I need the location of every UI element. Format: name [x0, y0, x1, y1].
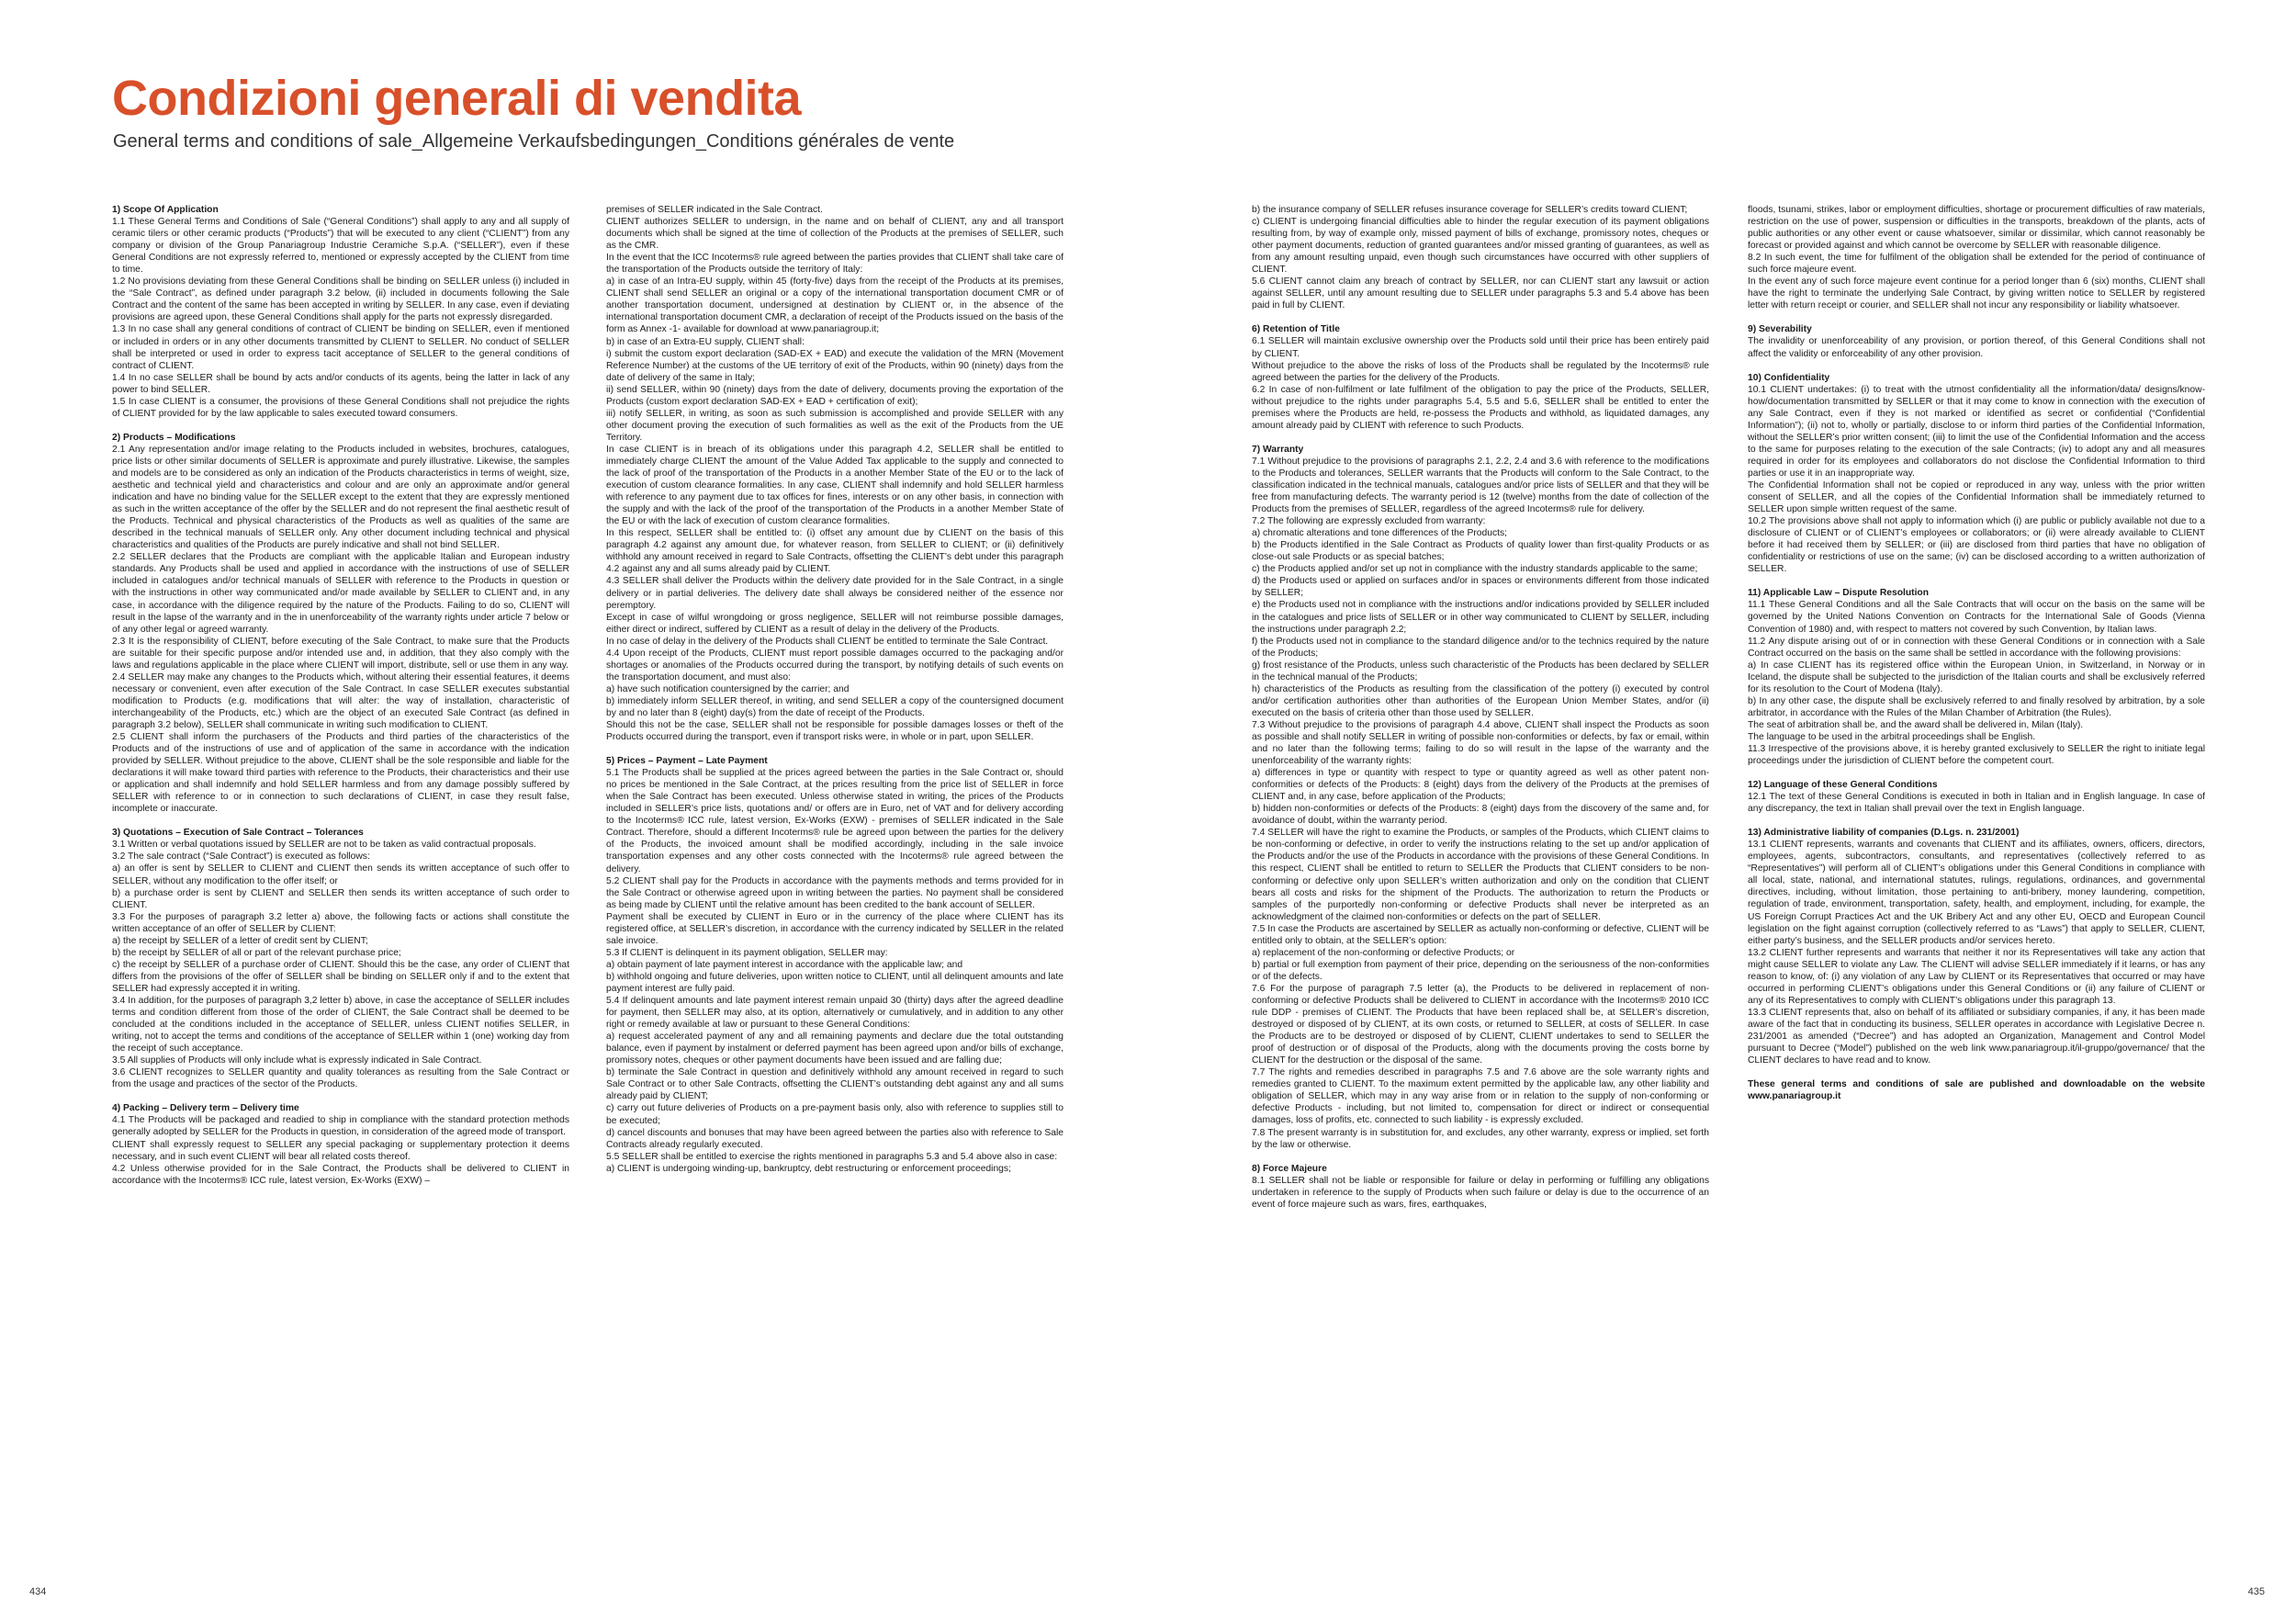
paragraph: 3.2 The sale contract (“Sale Contract”) is executed as follows: — [112, 851, 370, 863]
paragraph: 11.3 Irrespective of the provisions above, it is hereby granted exclusively to SELLER the right to initiate legal proceedings under the jurisdiction of CLIENT before the competent court. — [1748, 743, 2205, 767]
paragraph: h) characteristics of the Products as resulting from the classification of the pottery (i) executed by control and/or certification authorities other than authorities of the European Union Member States, and/or (ii) executed on the basis of criteria other than those used by SELLER. — [1252, 683, 1709, 718]
paragraph: a) the receipt by SELLER of a letter of credit sent by CLIENT; — [112, 935, 368, 946]
page-number-left: 434 — [29, 1586, 47, 1597]
paragraph: a) In case CLIENT has its registered office within the European Union, in Switzerland, in Norway or in Iceland, the dispute shall be subjected to the jurisdiction of the Italian courts and shall be exclusively referred for its resolution to the Court of Modena (Italy). — [1748, 660, 2205, 694]
paragraph: b) the Products identified in the Sale Contract as Products of quality lower than first-quality Products or as close-out sale Products or as special batches; — [1252, 540, 1709, 563]
section-heading: 2) Products – Modifications — [112, 432, 236, 443]
paragraph: 5.2 CLIENT shall pay for the Products in accordance with the payments methods and terms provided for in the Sale Contract or otherwise agreed upon in writing between the parties. No payment shall be considered as being made by CLIENT until the relative amount has been credited to the bank account of SELLER. — [606, 875, 1064, 910]
paragraph: a) request accelerated payment of any and all remaining payments and declare due the total outstanding balance, even if payment by instalment or deferred payment has been agreed upon and/or bills of exchange, promissory notes, cheques or other payment documents have been issued and are falling due; — [606, 1032, 1064, 1066]
paragraph: c) the Products applied and/or set up not in compliance with the industry standards applicable to the same; — [1252, 564, 1698, 575]
paragraph: 13.3 CLIENT represents that, also on behalf of its affiliated or subsidiary companies, if any, it has been made aware of the fact that in conducting its business, SELLER operates in accordance with Legislative Decree n. 231/2001 as amended (“Decree”) and has adopted an Organization, Management and Control Model pursuant to Decree (“Model”) published on the web link www.panariagroup.it/il-gruppo/governance/ that the CLIENT declares to have read and to know. — [1748, 1007, 2205, 1066]
paragraph: 5.1 The Products shall be supplied at the prices agreed between the parties in the Sale Contract or, should no prices be mentioned in the Sale Contract, at the prices resulting from the price list of SELLER in force when the Sale Contract has been executed. Unless otherwise stated in writing, the prices of the Products included in SELLER’s price lists, quotations and/ or offers are in Euro, net of VAT and for delivery according to the Incoterms® ICC rule, latest version, Ex-Works (EXW) - premises of SELLER indicated in the Sale Contract. Therefore, should a different Incoterms® rule be agreed upon between the parties for the delivery of the Products, the invoiced amount shall be modified accordingly, including in the sale invoice transportation expenses and any other costs connected with the Incoterms® rule agreed between the delivery. — [606, 768, 1064, 874]
section-heading: 5) Prices – Payment – Late Payment — [606, 756, 768, 767]
paragraph: CLIENT shall expressly request to SELLER any special packaging or supplementary protection it deems necessary, and in such event CLIENT will bear all related costs thereof. — [112, 1139, 569, 1162]
text-column-3 — [1252, 204, 1709, 1550]
paragraph: 1.3 In no case shall any general conditions of contract of CLIENT be binding on SELLER, even if mentioned or included in orders or in any other documents transmitted by CLIENT to SELLER. No conduct of SELLER shall be interpreted or used in order to express tacit acceptance of SELLER to the general conditions of contract of CLIENT. — [112, 324, 569, 371]
paragraph: CLIENT authorizes SELLER to undersign, in the name and on behalf of CLIENT, any and all transport documents which shall be signed at the time of collection of the Products at the premises of SELLER, such as the CMR. — [606, 217, 1064, 252]
paragraph: premises of SELLER indicated in the Sale Contract. — [606, 205, 823, 215]
paragraph: 5.4 If delinquent amounts and late payment interest remain unpaid 30 (thirty) days after the agreed deadline for payment, then SELLER may also, at its option, alternatively or cumulatively, and in addition to any other right or remedy available at law or pursuant to these General Conditions: — [606, 996, 1064, 1031]
paragraph: Payment shall be executed by CLIENT in Euro or in the currency of the place where CLIENT has its registered office, at SELLER’s discretion, in accordance with the currency indicated by SELLER in the related sale invoice. — [606, 911, 1064, 946]
paragraph: e) the Products used not in compliance with the instructions and/or indications provided by SELLER included in the catalogues and price lists of SELLER or in other way communicated to CLIENT by SELLER, including the instructions under paragraph 2.2; — [1252, 600, 1709, 635]
paragraph: 5.5 SELLER shall be entitled to exercise the rights mentioned in paragraphs 5.3 and 5.4 above also in case: — [606, 1151, 1058, 1162]
paragraph: a) an offer is sent by SELLER to CLIENT and CLIENT then sends its written acceptance of such offer to SELLER, without any modification to the offer itself; or — [112, 863, 569, 886]
paragraph: 5.3 If CLIENT is delinquent in its payment obligation, SELLER may: — [606, 947, 888, 958]
paragraph: ii) send SELLER, within 90 (ninety) days from the date of delivery, documents proving the exportation of the Products (custom export declaration SAD-EX + EAD + certification of exit); — [606, 384, 1064, 407]
paragraph: 7.8 The present warranty is in substitution for, and excludes, any other warranty, express or implied, set forth by the law or otherwise. — [1252, 1127, 1709, 1150]
section-heading: 6) Retention of Title — [1252, 324, 1340, 335]
paragraph: a) obtain payment of late payment interest in accordance with the applicable law; and — [606, 959, 963, 970]
paragraph: 2.5 CLIENT shall inform the purchasers of the Products and third parties of the characteristics of the Products and of the instructions of use and of application of the same in accordance with the indication provided by SELLER. Without prejudice to the above, CLIENT shall be the sole responsible and liable for the declarations it will make toward third parties with reference to the Products, their characteristics and their use or application and shall indemnify and hold SELLER harmless and from any damage possibly suffered by SELLER with reference to or in connection to such declarations of CLIENT, in case they result false, incomplete or inaccurate. — [112, 732, 569, 815]
paragraph: b) partial or full exemption from payment of their price, depending on the seriousness of the non-conformities or of the defects. — [1252, 959, 1709, 982]
section-heading: 11) Applicable Law – Dispute Resolution — [1748, 588, 1930, 599]
paragraph: 11.2 Any dispute arising out of or in connection with these General Conditions or in connection with a Sale Contract occurred on the basis on the same shall be settled in accordance with the following provisions: — [1748, 636, 2205, 659]
paragraph: 3.4 In addition, for the purposes of paragraph 3,2 letter b) above, in case the acceptance of SELLER includes terms and condition different from those of the order of CLIENT, the Sale Contract shall be deemed to be concluded at the conditions included in the acceptance of SELLER, unless CLIENT notifies SELLER, in writing, not to accept the terms and conditions of the acceptance of SELLER within 1 (one) working day from the receipt of such acceptance. — [112, 996, 569, 1054]
paragraph: 4.3 SELLER shall deliver the Products within the delivery date provided for in the Sale Contract, in a single delivery or in partial deliveries. The delivery date shall always be considered neither of the essence nor peremptory. — [606, 576, 1064, 611]
paragraph: 2.1 Any representation and/or image relating to the Products included in websites, brochures, catalogues, price lists or other similar documents of SELLER is approximate and purely illustrative. Likewise, the samples and models are to be considered as only an indication of the Products characteristics in terms of weight, size, aesthetic and technical yield and characteristics and colour and are only an approximate and/or general indication and have no binding value for the SELLER except to the extent that they are expressly mentioned as such in the written acceptance of the offer by the SELLER and do not represent the final aesthetic result of the Products. Technical and physical characteristics of the Products as well as qualities of the same are described in the technical manuals of SELLER only. Any other document including technical and physical characteristics and qualities of the Products are purely indicative and shall not bind SELLER. — [112, 444, 569, 551]
paragraph: d) cancel discounts and bonuses that may have been agreed between the parties also with reference to Sale Contracts already regularly executed. — [606, 1127, 1064, 1150]
paragraph: b) the insurance company of SELLER refuses insurance coverage for SELLER’s credits toward CLIENT; — [1252, 205, 1688, 215]
paragraph: The Confidential Information shall not be copied or reproduced in any way, unless with the prior written consent of SELLER, and all the copies of the Confidential Information shall be immediately returned to SELLER upon simple written request of the same. — [1748, 479, 2205, 515]
paragraph: 1.2 No provisions deviating from these General Conditions shall be binding on SELLER unless (i) included in the “Sale Contract”, as defined under paragraph 3.2 below, (ii) included in documents following the Sale Contract and the content of the same has been accepted in writing by SELLER. In any case, even if deviating provisions are agreed upon, these General Conditions shall apply for the parts not expressly disregarded. — [112, 276, 569, 323]
text-column-2 — [606, 204, 1064, 1550]
paragraph: d) the Products used or applied on surfaces and/or in spaces or environments different from those indicated by SELLER; — [1252, 576, 1709, 599]
paragraph: The language to be used in the arbitral proceedings shall be English. — [1748, 731, 2036, 742]
paragraph: 3.6 CLIENT recognizes to SELLER quantity and quality tolerances as resulting from the Sale Contract or from the usage and practices of the sector of the Products. — [112, 1067, 569, 1090]
paragraph: a) have such notification countersigned by the carrier; and — [606, 683, 850, 694]
paragraph: b) immediately inform SELLER thereof, in writing, and send SELLER a copy of the countersigned document by and no later than 8 (eight) day(s) from the date of receipt of the Products. — [606, 695, 1064, 718]
page-title: Condizioni generali di vendita — [112, 71, 802, 126]
paragraph: 8.2 In such event, the time for fulfilment of the obligation shall be extended for the period of continuance of such force majeure event. — [1748, 253, 2205, 276]
paragraph: b) the receipt by SELLER of all or part of the relevant purchase price; — [112, 947, 401, 958]
paragraph: 2.2 SELLER declares that the Products are compliant with the applicable Italian and European industry standards. Any Products shall be used and applied in accordance with the instructions of use of SELLER included in catalogues and/or technical manuals of SELLER with reference to the Products in question or with the instructions in other way communicated and/or made available by SELLER to CLIENT and, in any case, in accordance with the diligence required by the nature of the Products. Failing to do so, CLIENT will result in the lapse of the warranty and in the in unenforceability of the warranty rights under article 7 below or of any other legal or agreed warranty. — [112, 552, 569, 635]
section-heading: 1) Scope Of Application — [112, 205, 219, 215]
paragraph: 4.2 Unless otherwise provided for in the Sale Contract, the Products shall be delivered to CLIENT in accordance with the Incoterms® ICC rule, latest version, Ex-Works (EXW) – — [112, 1163, 569, 1186]
paragraph: 7.4 SELLER will have the right to examine the Products, or samples of the Products, which CLIENT claims to be non-conforming or defective, in order to verify the instructions relating to the set up and/or application of the Products and/or the use of the Products in accordance with the provisions of these General Conditions. In this respect, CLIENT shall be entitled to return to SELLER the Products that CLIENT considers to be non-conforming or defective only upon SELLER’s written authorization and only on the condition that CLIENT bears all costs and risks for the shipment of the Products. The authorization to return the Products or samples of the purportedly non-conforming or defective Products shall never be interpreted as an acknowledgment of the claimed non-conformities or defects on the part of SELLER. — [1252, 828, 1709, 922]
section-heading: 10) Confidentiality — [1748, 372, 1830, 383]
section-heading: 13) Administrative liability of companies (D.Lgs. n. 231/2001) — [1748, 828, 2020, 839]
paragraph: In no case of delay in the delivery of the Products shall CLIENT be entitled to terminate the Sale Contract. — [606, 636, 1049, 647]
paragraph: c) carry out future deliveries of Products on a pre-payment basis only, also with reference to supplies still to be executed; — [606, 1103, 1064, 1126]
paragraph: b) In any other case, the dispute shall be exclusively referred to and finally resolved by arbitration, by a sole arbitrator, in accordance with the Rules of the Milan Chamber of Arbitration (the Rules). — [1748, 695, 2205, 718]
paragraph: 8.1 SELLER shall not be liable or responsible for failure or delay in performing or fulfilling any obligations undertaken in reference to the supply of Products when such failure or delay is due to the occurrence of an event of force majeure such as wars, fires, earthquakes, — [1252, 1175, 1709, 1210]
paragraph: 13.1 CLIENT represents, warrants and covenants that CLIENT and its affiliates, owners, officers, directors, employees, agents, subcontractors, consultants, and representatives (collectively referred to as “Representatives”) will perform all of CLIENT’s obligations under this General Conditions in compliance with all local, state, national, and international statutes, rulings, regulations, ordinances, and governmental directives, including, without limitation, those pertaining to anti-bribery, money laundering, competition, regulation of trade, environment, transportation, safety, health, and employment, including, for example, the US Foreign Corrupt Practices Act and the UK Bribery Act and any other EU, OECD and European Council legislation on the fight against corruption (collectively referred to as “Laws”) that apply to SELLER, CLIENT, either party’s business, and the SELLER products and/or services hereto. — [1748, 840, 2205, 946]
text-column-4 — [1748, 204, 2205, 1550]
section-heading: 9) Severability — [1748, 324, 1812, 335]
paragraph: 6.1 SELLER will maintain exclusive ownership over the Products sold until their price has been entirely paid by CLIENT. — [1252, 336, 1709, 359]
paragraph: 2.3 It is the responsibility of CLIENT, before executing of the Sale Contract, to make sure that the Products are suitable for their specific purpose and/or intended use and, in addition, that they also comply with the laws and regulations applicable in the place where CLIENT will import, distribute, sell or use them in any way. — [112, 636, 569, 671]
paragraph: 5.6 CLIENT cannot claim any breach of contract by SELLER, nor can CLIENT start any lawsuit or action against SELLER, until any amount resulting due to SELLER under paragraphs 5.3 and 5.4 above has been paid in full by CLIENT. — [1252, 276, 1709, 311]
section-heading: 12) Language of these General Conditions — [1748, 780, 1938, 791]
paragraph: floods, tsunami, strikes, labor or employment difficulties, shortage or procurement difficulties of raw materials, restriction on the use of power, suspension or difficulties in the transports, breakdown of the plants, acts of public authorities or any other event or cause whatsoever, similar or dissimilar, which cannot reasonably be forecast or provided against and which cannot be overcome by SELLER with reasonable diligence. — [1748, 205, 2205, 252]
text-column-1 — [112, 204, 569, 1550]
paragraph: 7.3 Without prejudice to the provisions of paragraph 4.4 above, CLIENT shall inspect the Products as soon as possible and shall notify SELLER in writing of possible non-conformities or defects, by fax or email, within and no later than the following terms; failing to do so will result in the lapse of the warranty and the unenforceability of the warranty rights: — [1252, 719, 1709, 767]
paragraph: b) terminate the Sale Contract in question and definitively withhold any amount received in regard to such Sale Contract or to other Sale Contracts, offsetting the CLIENT’s outstanding debt against any and all sums already paid by CLIENT; — [606, 1067, 1064, 1102]
paragraph: 3.1 Written or verbal quotations issued by SELLER are not to be taken as valid contractual proposals. — [112, 840, 536, 851]
paragraph: a) in case of an Intra-EU supply, within 45 (forty-five) days from the receipt of the Products at its premises, CLIENT shall send SELLER an original or a copy of the international transportation document CMR or of another transportation document, undersigned at destination by CLIENT or, in the absence of the international transportation document CMR, a declaration of receipt of the Products issued on the basis of the form as Annex -1- available for download at www.panariagroup.it; — [606, 276, 1064, 335]
paragraph: In this respect, SELLER shall be entitled to: (i) offset any amount due by CLIENT on the basis of this paragraph 4.2 against any amount due, for whatever reason, from SELLER to CLIENT; or (ii) definitively withhold any amount received in regard to Sale Contracts, offsetting the CLIENT’s debt under this paragraph 4.2 against any and all sums already paid by CLIENT. — [606, 528, 1064, 575]
paragraph: iii) notify SELLER, in writing, as soon as such submission is accomplished and provide SELLER with any other document proving the execution of such formalities as well as the exit of the Products from the UE Territory. — [606, 408, 1064, 443]
paragraph: 7.5 In case the Products are ascertained by SELLER as actually non-conforming or defective, CLIENT will be entitled only to obtain, at the SELLER’s option: — [1252, 923, 1709, 946]
paragraph: 7.2 The following are expressly excluded from warranty: — [1252, 516, 1486, 527]
paragraph: 11.1 These General Conditions and all the Sale Contracts that will occur on the basis on the same will be governed by the United Nations Convention on Contracts for the International Sale of Goods (Vienna Convention of 1980) and, with respect to matters not covered by such Convention, by Italian laws. — [1748, 600, 2205, 635]
paragraph: a) differences in type or quantity with respect to type or quantity agreed as well as other patent non-conformities or defects of the Products: 8 (eight) days from the delivery of the Products at the premises of CLIENT and, in any case, before application of the Products; — [1252, 768, 1709, 803]
paragraph: Should this not be the case, SELLER shall not be responsible for possible damages losses or theft of the Products occurred during the transport, even if transport risks were, in whole or in part, upon SELLER. — [606, 720, 1064, 743]
paragraph: 1.5 In case CLIENT is a consumer, the provisions of these General Conditions shall not prejudice the rights of CLIENT provided for by the law applicable to sales executed toward consumers. — [112, 396, 569, 419]
paragraph: 1.1 These General Terms and Conditions of Sale (“General Conditions”) shall apply to any and all supply of ceramic tilers or other ceramic products (“Products”) that will be executed to any client (“CLIENT”) from any company or division of the Group Panariagroup Industrie Ceramiche S.p.A. (“SELLER”), even if these General Conditions are not expressly referred to, mentioned or expressly accepted by the CLIENT from time to time. — [112, 217, 569, 276]
page-subtitle: General terms and conditions of sale_Allgemeine Verkaufsbedingungen_Conditions générales de vente — [113, 131, 955, 152]
section-heading: 3) Quotations – Execution of Sale Contract – Tolerances — [112, 828, 364, 839]
paragraph: f) the Products used not in compliance to the standard diligence and/or to the technics required by the nature of the Products; — [1252, 636, 1709, 659]
paragraph: b) in case of an Extra-EU supply, CLIENT shall: — [606, 336, 805, 347]
paragraph: 4.4 Upon receipt of the Products, CLIENT must report possible damages occurred to the packaging and/or shortages or anomalies of the Products occurred during the transport, by notifying details of such events on the transportation document, and must also: — [606, 648, 1064, 682]
paragraph: 6.2 In case of non-fulfilment or late fulfilment of the obligation to pay the price of the Products, SELLER, without prejudice to the rights under paragraphs 5.4, 5.5 and 5.6, SELLER shall be entitled to enter the premises where the Products are held, re-possess the Products and withhold, as liquidated damages, any amount already paid by CLIENT with reference to such Products. — [1252, 384, 1709, 431]
section-heading: 4) Packing – Delivery term – Delivery time — [112, 1103, 299, 1114]
paragraph: 3.5 All supplies of Products will only include what is expressly indicated in Sale Contract. — [112, 1055, 482, 1066]
paragraph: 3.3 For the purposes of paragraph 3.2 letter a) above, the following facts or actions shall constitute the written acceptance of an offer of SELLER by CLIENT: — [112, 911, 569, 934]
paragraph: b) a purchase order is sent by CLIENT and SELLER then sends its written acceptance of such order to CLIENT. — [112, 887, 569, 910]
paragraph: g) frost resistance of the Products, unless such characteristic of the Products has been declared by SELLER in the technical manual of the Products; — [1252, 660, 1709, 682]
paragraph: 7.1 Without prejudice to the provisions of paragraphs 2.1, 2.2, 2.4 and 3.6 with reference to the modifications to the Products and tolerances, SELLER warrants that the Products will conform to the Sale Contract, to the classification indicated in the technical manuals, catalogues and/or price lists of SELLER and that they will be free from manufacturing defects. The warranty period is 12 (twelve) months from the date of collection of the Products from the premises of SELLER, regardless of the agreed Incoterms® rule for delivery. — [1252, 456, 1709, 515]
paragraph: c) CLIENT is undergoing financial difficulties able to hinder the regular execution of its payment obligations resulting from, by way of example only, missed payment of bills of exchange, promissory notes, cheques or other payment documents, reduction of granted guarantees and/or missed granting of guarantees, as well as from any amount resulting unpaid, even though such circumstances have occurred with other suppliers of CLIENT. — [1252, 217, 1709, 276]
paragraph: In case CLIENT is in breach of its obligations under this paragraph 4.2, SELLER shall be entitled to immediately charge CLIENT the amount of the Value Added Tax applicable to the supply and connected to the lack of proof of the transportation of the Products in a another Member State of the EU or to the lack of execution of custom clearance formalities. In any case, CLIENT shall indemnify and hold SELLER harmless with reference to any payment due to tax offices for fines, interests or on any other basis, in connection with the supply and with the lack of the proof of the transportation of the Products in a another Member State of the EU or with the lack of execution of custom clearance formalities. — [606, 444, 1064, 527]
paragraph: 1.4 In no case SELLER shall be bound by acts and/or conducts of its agents, being the latter in lack of any power to bind SELLER. — [112, 372, 569, 395]
paragraph: 4.1 The Products will be packaged and readied to ship in compliance with the standard protection methods generally adopted by SELLER for the Products in question, in consideration of the agreed mode of transport. — [112, 1115, 569, 1138]
page-number-right: 435 — [2247, 1586, 2265, 1597]
paragraph: 2.4 SELLER may make any changes to the Products which, without altering their essential features, it deems necessary or convenient, even after execution of the Sale Contract. In case SELLER executes substantial modification to Products (e.g. modifications that will alter: the way of installation, characteristic of interchangeability of the Products, etc.) which are the object of an executed Sale Contract (as defined in paragraph 3.2 below), SELLER shall communicate in writing such modification to CLIENT. — [112, 671, 569, 730]
section-heading: 8) Force Majeure — [1252, 1163, 1327, 1174]
paragraph: a) chromatic alterations and tone differences of the Products; — [1252, 528, 1507, 539]
section-heading: 7) Warranty — [1252, 444, 1304, 455]
paragraph: 12.1 The text of these General Conditions is executed in both in Italian and in English language. In case of any discrepancy, the text in Italian shall prevail over the text in English language. — [1748, 792, 2205, 815]
paragraph: The seat of arbitration shall be, and the award shall be delivered in, Milan (Italy). — [1748, 719, 2084, 730]
paragraph: In the event any of such force majeure event continue for a period longer than 6 (six) months, CLIENT shall have the right to terminate the underlying Sale Contract, by giving written notice to SELLER by registered letter with return receipt or courier, and SELLER shall not incur any responsibility or liability whatsoever. — [1748, 276, 2205, 311]
paragraph: 10.1 CLIENT undertakes: (i) to treat with the utmost confidentiality all the information/data/ designs/know-how/documentation transmitted by SELLER or that it may come to know in connection with the execution of any Sale Contract, even if they is not marked or identified as secret or confidential (“Confidential Information”); (ii) not to, wholly or partially, disclose to or inform third parties of the Confidential Information, without the SELLER’s prior written consent; (iii) to limit the use of the Confidential Information and the access to the same for purposes relating to the execution of the sale Contracts; (iv) to adopt any and all measures required in order for its employees and collaborators do not disclose the Confidential Information to third parties or use it in an inappropriate way. — [1748, 384, 2205, 479]
paragraph: i) submit the custom export declaration (SAD-EX + EAD) and execute the validation of the MRN (Movement Reference Number) at the customs of the UE territory of exit of the Products, within 90 (ninety) days from the date of delivery of the same in Italy; — [606, 348, 1064, 383]
paragraph: a) CLIENT is undergoing winding-up, bankruptcy, debt restructuring or enforcement proceedings; — [606, 1163, 1011, 1174]
paragraph: 10.2 The provisions above shall not apply to information which (i) are public or publicly available not due to a disclosure of CLIENT or of CLIENT’s employees or collaborators; or (ii) were already available to CLIENT before it had received them by SELLER; or (iii) are disclosed from third parties that have no obligation of confidentiality or restrictions of use on the same; (iv) can be disclosed according to a written authorization of SELLER. — [1748, 516, 2205, 575]
closing-note: These general terms and conditions of sale are published and downloadable on the website www.panariagroup.it — [1748, 1079, 2205, 1102]
paragraph: b) withhold ongoing and future deliveries, upon written notice to CLIENT, until all delinquent amounts and late payment interest are fully paid. — [606, 971, 1064, 994]
paragraph: The invalidity or unenforceability of any provision, or portion thereof, of this General Conditions shall not affect the validity or enforceability of any other provision. — [1748, 336, 2205, 359]
paragraph: b) hidden non-conformities or defects of the Products: 8 (eight) days from the discovery of the same and, for avoidance of doubt, within the warranty period. — [1252, 804, 1709, 827]
paragraph: In the event that the ICC Incoterms® rule agreed between the parties provides that CLIENT shall take care of the transportation of the Products outside the territory of Italy: — [606, 253, 1064, 276]
paragraph: Except in case of wilful wrongdoing or gross negligence, SELLER will not reimburse possible damages, either direct or indirect, suffered by CLIENT as a result of delay in the delivery of the Products. — [606, 612, 1064, 635]
paragraph: c) the receipt by SELLER of a purchase order of CLIENT. Should this be the case, any order of CLIENT that differs from the provisions of the offer of SELLER shall be binding on SELLER only if and to the extent that SELLER had expressly accepted it in writing. — [112, 959, 569, 994]
paragraph: 7.6 For the purpose of paragraph 7.5 letter (a), the Products to be delivered in replacement of non-conforming or defective Products shall be delivered to CLIENT in accordance with the Incoterms® 2010 ICC rule DDP - premises of CLIENT. The Products that have been replaced shall be, at SELLER’s discretion, destroyed or disposed of by CLIENT, at its own costs, or returned to SELLER, at costs of SELLER. In case the Products are to be destroyed or disposed of by CLIENT, CLIENT undertakes to send to SELLER the proof of destruction or of disposal of the Products, along with the documents proving the costs borne by CLIENT for the destruction or the disposal of the same. — [1252, 983, 1709, 1066]
paragraph: 13.2 CLIENT further represents and warrants that neither it nor its Representatives will take any action that might cause SELLER to violate any Law. The CLIENT will advise SELLER immediately if it learns, or has any reason to know, of: (i) any violation of any Law by CLIENT or its Representatives that occurred or may have occurred in performing CLIENT’s obligations under this General Conditions or (ii) any failure of CLIENT or any of its Representatives to comply with CLIENT’s obligations under this paragraph 13. — [1748, 947, 2205, 1006]
paragraph: 7.7 The rights and remedies described in paragraphs 7.5 and 7.6 above are the sole warranty rights and remedies granted to CLIENT. To the maximum extent permitted by the applicable law, any other liability and obligation of SELLER, which may in any way arise from or in relation to the supply of non-conforming or defective Products - including, but not limited to, compensation for direct or indirect or consequential damages, loss of profits, etc. connected to such liability - is expressly excluded. — [1252, 1067, 1709, 1126]
paragraph: a) replacement of the non-conforming or defective Products; or — [1252, 947, 1515, 958]
paragraph: Without prejudice to the above the risks of loss of the Products shall be regulated by the Incoterms® rule agreed between the parties for the delivery of the Products. — [1252, 360, 1709, 383]
